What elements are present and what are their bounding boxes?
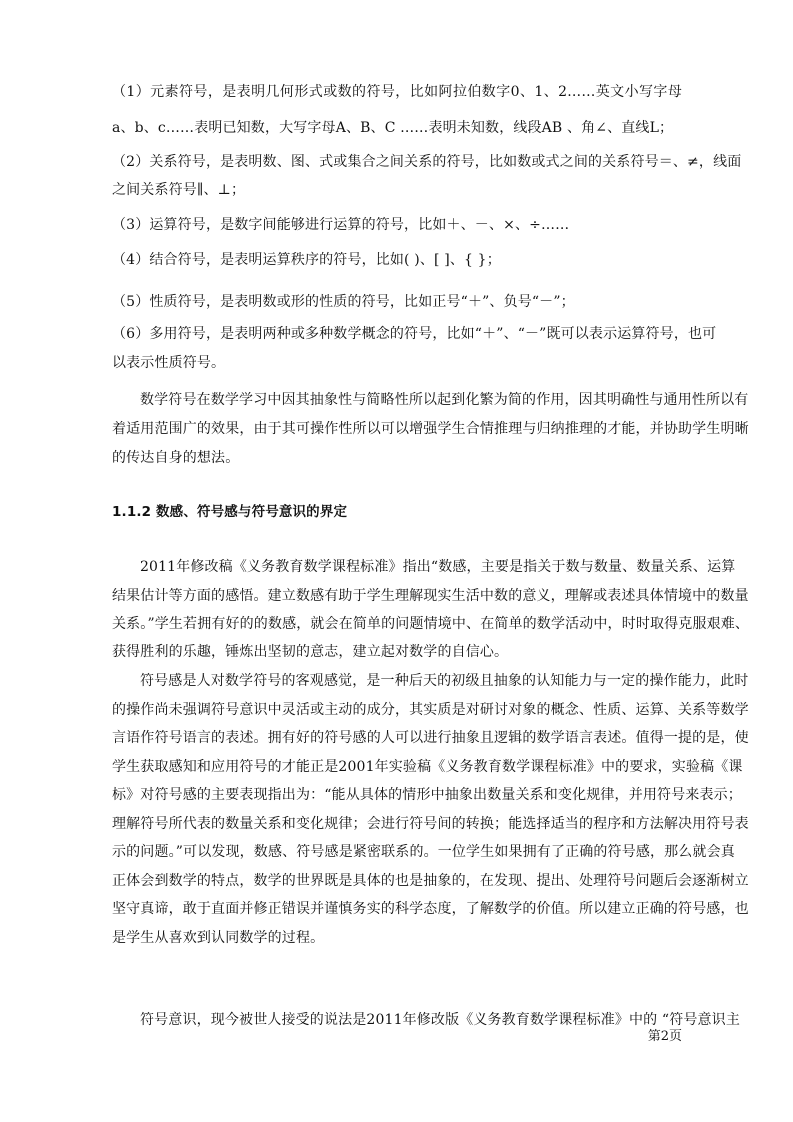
text-line: （4）结合符号，是表明运算秩序的符号，比如( )、[ ]、{ }； xyxy=(112,252,501,268)
text-line: （2）关系符号，是表明数、图、式或集合之间关系的符号，比如数或式之间的关系符号＝、≠，线面 xyxy=(112,154,742,170)
text-line: a、b、c……表明已知数，大写字母A、B、C ……表明未知数，线段AB 、角∠、直线L； xyxy=(112,120,674,136)
text-line: （3）运算符号，是数字间能够进行运算的符号，比如＋、－、×、÷…… xyxy=(112,217,570,233)
text-line: 符号感是人对数学符号的客观感觉，是一种后天的初级且抽象的认知能力与一定的操作能力，此时 xyxy=(140,673,749,689)
text-line: 标》对符号感的主要表现指出为：“能从具体的情形中抽象出数量关系和变化规律，并用符号来表示； xyxy=(112,787,742,803)
text-line: （5）性质符号，是表明数或形的性质的符号，比如正号“＋”、负号“－”； xyxy=(112,294,575,310)
text-line: 示的问题。”可以发现，数感、符号感是紧密联系的。一位学生如果拥有了正确的符号感，那么就会真 xyxy=(112,844,735,860)
text-line: 正体会到数学的特点，数学的世界既是具体的也是抽象的，在发现、提出、处理符号问题后会逐渐树立 xyxy=(112,873,749,889)
text-line: 获得胜利的乐趣，锤炼出坚韧的意志，建立起对数学的自信心。 xyxy=(112,644,509,660)
text-line: 是学生从喜欢到认同数学的过程。 xyxy=(112,930,325,946)
text-line: 着适用范围广的效果，由于其可操作性所以可以增强学生合情推理与归纳推理的才能，并协助学生明晰 xyxy=(112,421,749,437)
text-line: 学生获取感知和应用符号的才能正是2001年实验稿《义务教育数学课程标准》中的要求，实验稿《课 xyxy=(112,759,743,775)
text-line: 的传达自身的想法。 xyxy=(112,450,240,466)
text-line: 关系。”学生若拥有好的的数感，就会在简单的问题情境中、在简单的数学活动中，时时取得克服艰难、 xyxy=(112,616,750,632)
page-number: 第2页 xyxy=(647,1029,682,1044)
text-line: 2011年修改稿《义务教育数学课程标准》指出“数感，主要是指关于数与数量、数量关系、运算 xyxy=(140,559,736,575)
text-line: （6）多用符号，是表明两种或多种数学概念的符号，比如“＋”、“－”既可以表示运算符号，也可 xyxy=(112,326,717,342)
text-line: 的操作尚未强调符号意识中灵活或主动的成分，其实质是对研讨对象的概念、性质、运算、关系等数学 xyxy=(112,702,749,718)
text-line: 坚守真谛，敢于直面并修正错误并谨慎务实的科学态度，了解数学的价值。所以建立正确的符号感，也 xyxy=(112,901,749,917)
section-heading: 1.1.2 数感、符号感与符号意识的界定 xyxy=(112,504,348,520)
text-line: 以表示性质符号。 xyxy=(112,355,226,371)
text-line: 数学符号在数学学习中因其抽象性与简略性所以起到化繁为简的作用，因其明确性与通用性所以有 xyxy=(140,392,749,408)
text-line: 之间关系符号∥、⊥； xyxy=(112,182,246,198)
text-line: 理解符号所代表的数量关系和变化规律；会进行符号间的转换；能选择适当的程序和方法解决用符号表 xyxy=(112,816,749,832)
text-line: 符号意识，现今被世人接受的说法是2011年修改版《义务教育数学课程标准》中的 “符号意识主 xyxy=(140,1012,740,1028)
text-line: 结果估计等方面的感悟。建立数感有助于学生理解现实生活中数的意义，理解或表述具体情境中的数量 xyxy=(112,588,749,604)
text-line: （1）元素符号，是表明几何形式或数的符号，比如阿拉伯数字0、1、2……英文小写字母 xyxy=(112,84,682,100)
text-line: 言语作符号语言的表述。拥有好的符号感的人可以进行抽象且逻辑的数学语言表述。值得一提的是，使 xyxy=(112,730,749,746)
